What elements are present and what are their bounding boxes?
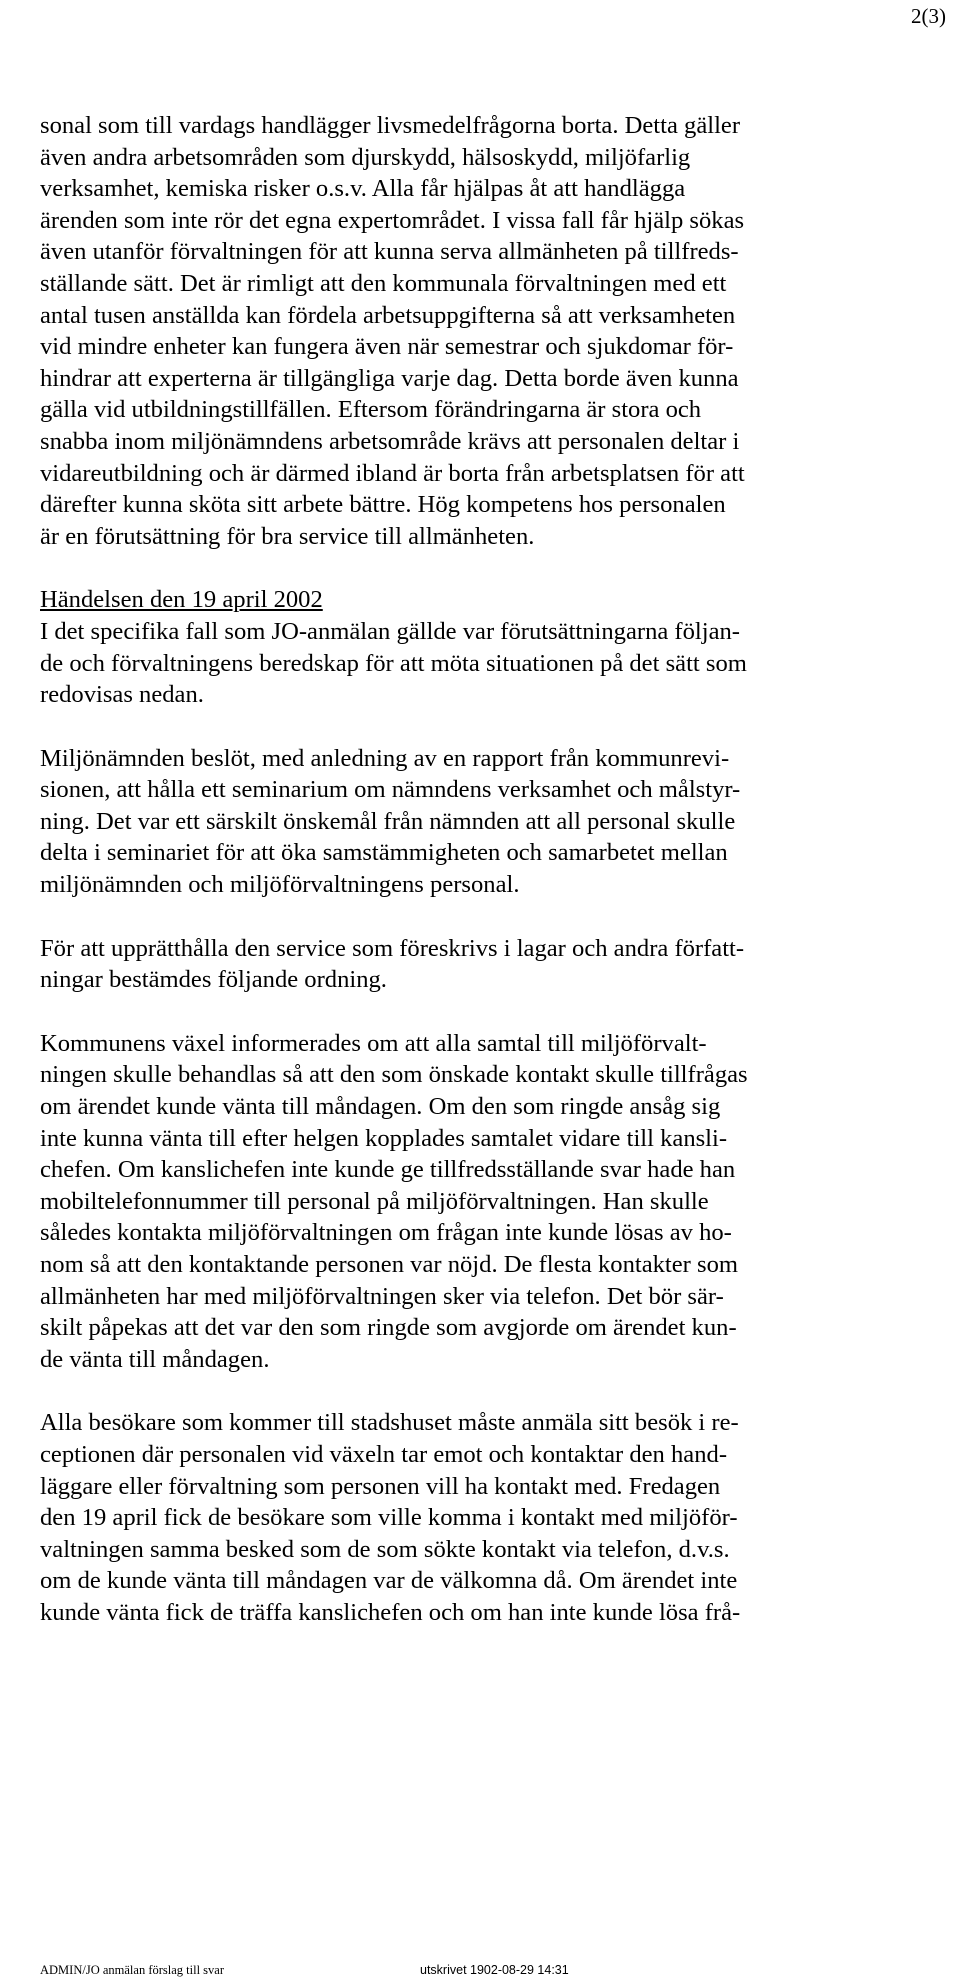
text-line: redovisas nedan.: [40, 681, 204, 709]
text-line: delta i seminariet för att öka samstämmigheten och samarbetet mellan: [40, 839, 728, 867]
text-line: ningar bestämdes följande ordning.: [40, 966, 387, 994]
text-line: de och förvaltningens beredskap för att möta situationen på det sätt som: [40, 649, 747, 677]
text-line: ärenden som inte rör det egna expertområdet. I vissa fall får hjälp sökas: [40, 206, 745, 234]
paragraph-service: [40, 933, 918, 996]
text-line: sonal som till vardags handlägger livsmedelfrågorna borta. Detta gäller: [40, 112, 741, 139]
text-line: sionen, att hålla ett seminarium om nämndens verksamhet och målstyr-: [40, 776, 741, 804]
text-line: snabba inom miljönämndens arbetsområde krävs att personalen deltar i: [40, 427, 740, 455]
text-line: även utanför förvaltningen för att kunna serva allmänheten på tillfreds-: [40, 238, 739, 266]
footer-document-name: ADMIN/JO anmälan förslag till svar: [40, 1963, 224, 1977]
text-line: Miljönämnden beslöt, med anledning av en rapport från kommunrevi-: [40, 744, 730, 772]
text-line: vid mindre enheter kan fungera även när semestrar och sjukdomar för-: [40, 333, 734, 361]
page-number: 2(3): [911, 4, 946, 28]
footer-print-timestamp: utskrivet 1902-08-29 14:31: [420, 1963, 569, 1977]
text-line: Kommunens växel informerades om att alla samtal till miljöförvalt-: [40, 1029, 707, 1057]
text-line: läggare eller förvaltning som personen vill ha kontakt med. Fredagen: [40, 1472, 721, 1500]
section-heading: Händelsen den 19 april 2002: [40, 586, 323, 614]
text-line: miljönämnden och miljöförvaltningens personal.: [40, 871, 520, 899]
text-line: vidareutbildning och är därmed ibland är borta från arbetsplatsen för att: [40, 459, 745, 487]
text-line: nom så att den kontaktande personen var nöjd. De flesta kontakter som: [40, 1251, 738, 1278]
text-line: den 19 april fick de besökare som ville komma i kontakt med miljöför-: [40, 1504, 738, 1532]
text-line: således kontakta miljöförvaltningen om frågan inte kunde lösas av ho-: [40, 1219, 732, 1247]
text-line: ning. Det var ett särskilt önskemål från nämnden att all personal skulle: [40, 807, 736, 835]
text-line: de vänta till måndagen.: [40, 1345, 270, 1373]
text-line: Alla besökare som kommer till stadshuset måste anmäla sitt besök i re-: [40, 1409, 739, 1437]
text-line: hindrar att experterna är tillgängliga varje dag. Detta borde även kunna: [40, 364, 739, 392]
paragraph-visitors: [40, 1407, 918, 1628]
paragraph-switchboard: [40, 1028, 918, 1376]
text-line: ställande sätt. Det är rimligt att den kommunala förvaltningen med ett: [40, 269, 727, 297]
paragraph-intro: [40, 110, 918, 552]
text-line: kunde vänta fick de träffa kanslichefen och om han inte kunde lösa frå-: [40, 1598, 741, 1626]
text-line: inte kunna vänta till efter helgen kopplades samtalet vidare till kansli-: [40, 1124, 728, 1152]
text-line: ceptionen där personalen vid växeln tar emot och kontaktar den hand-: [40, 1440, 728, 1468]
text-line: För att upprätthålla den service som föreskrivs i lagar och andra författ-: [40, 934, 745, 962]
text-line: antal tusen anställda kan fördela arbetsuppgifterna så att verksamheten: [40, 301, 736, 329]
text-line: ningen skulle behandlas så att den som önskade kontakt skulle tillfrågas: [40, 1061, 748, 1089]
text-line: I det specifika fall som JO-anmälan gällde var förutsättningarna följan-: [40, 617, 740, 645]
text-line: allmänheten har med miljöförvaltningen sker via telefon. Det bör sär-: [40, 1282, 724, 1310]
text-line: valtningen samma besked som de som sökte kontakt via telefon, d.v.s.: [40, 1535, 730, 1563]
text-line: även andra arbetsområden som djurskydd, hälsoskydd, miljöfarlig: [40, 143, 691, 171]
text-line: verksamhet, kemiska risker o.s.v. Alla får hjälpas åt att handlägga: [40, 175, 686, 203]
paragraph-event: [40, 584, 918, 710]
paragraph-seminar: [40, 743, 918, 901]
text-line: mobiltelefonnummer till personal på miljöförvaltningen. Han skulle: [40, 1187, 709, 1215]
text-line: gälla vid utbildningstillfällen. Eftersom förändringarna är stora och: [40, 396, 702, 424]
document-body: [40, 110, 918, 1629]
text-line: skilt påpekas att det var den som ringde som avgjorde om ärendet kun-: [40, 1314, 737, 1342]
text-line: om de kunde vänta till måndagen var de välkomna då. Om ärendet inte: [40, 1567, 738, 1595]
text-line: chefen. Om kanslichefen inte kunde ge tillfredsställande svar hade han: [40, 1156, 736, 1184]
text-line: därefter kunna sköta sitt arbete bättre. Hög kompetens hos personalen: [40, 491, 726, 519]
text-line: om ärendet kunde vänta till måndagen. Om den som ringde ansåg sig: [40, 1093, 721, 1121]
text-line: är en förutsättning för bra service till allmänheten.: [40, 522, 535, 550]
